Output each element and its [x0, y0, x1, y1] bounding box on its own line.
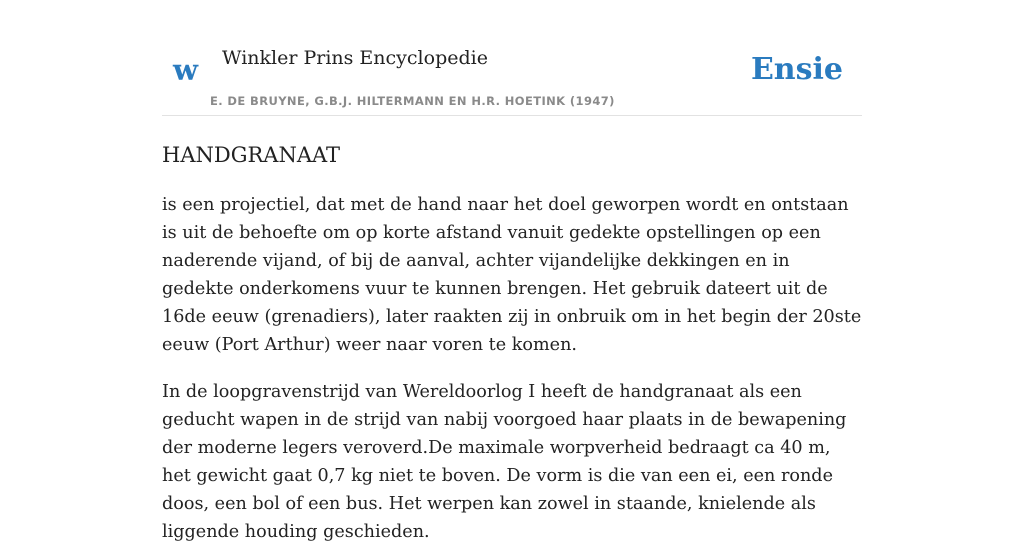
article-paragraph: In de loopgravenstrijd van Wereldoorlog I heeft de handgranaat als een geducht wapen in de strijd van nabij voorgoed haar plaats in de bewapening der moderne legers veroverd.De maximale worpverheid bedraagt ca 40 m, het gewicht gaat 0,7 kg niet te boven. De vorm is die van een ei, een ronde doos, een bol of een bus. Het werpen kan zowel in staande, knielende als liggende houding geschieden. — [162, 382, 847, 542]
encyclopedia-title[interactable]: Winkler Prins Encyclopedie — [222, 47, 488, 69]
article-paragraph: is een projectiel, dat met de hand naar het doel geworpen wordt en ontstaan is uit de behoefte om op korte afstand vanuit gedekte opstellingen op een naderende vijand, of bij de aanval, achter vijandelijke dekkingen en in gedekte onderkomens vuur te kunnen brengen. Het gebruik dateert uit de 16de eeuw (grenadiers), later raakten zij in onbruik om in het begin der 20ste eeuw (Port Arthur) weer naar voren te komen. — [162, 195, 862, 355]
encyclopedia-authors: E. DE BRUYNE, G.B.J. HILTERMANN EN H.R. HOETINK (1947) — [210, 94, 615, 108]
article-title: HANDGRANAAT — [162, 143, 341, 167]
encyclopedia-logo[interactable]: w — [173, 53, 198, 87]
article — [162, 139, 862, 546]
page-header — [162, 0, 862, 116]
ensie-logo[interactable]: Ensie — [750, 52, 843, 87]
